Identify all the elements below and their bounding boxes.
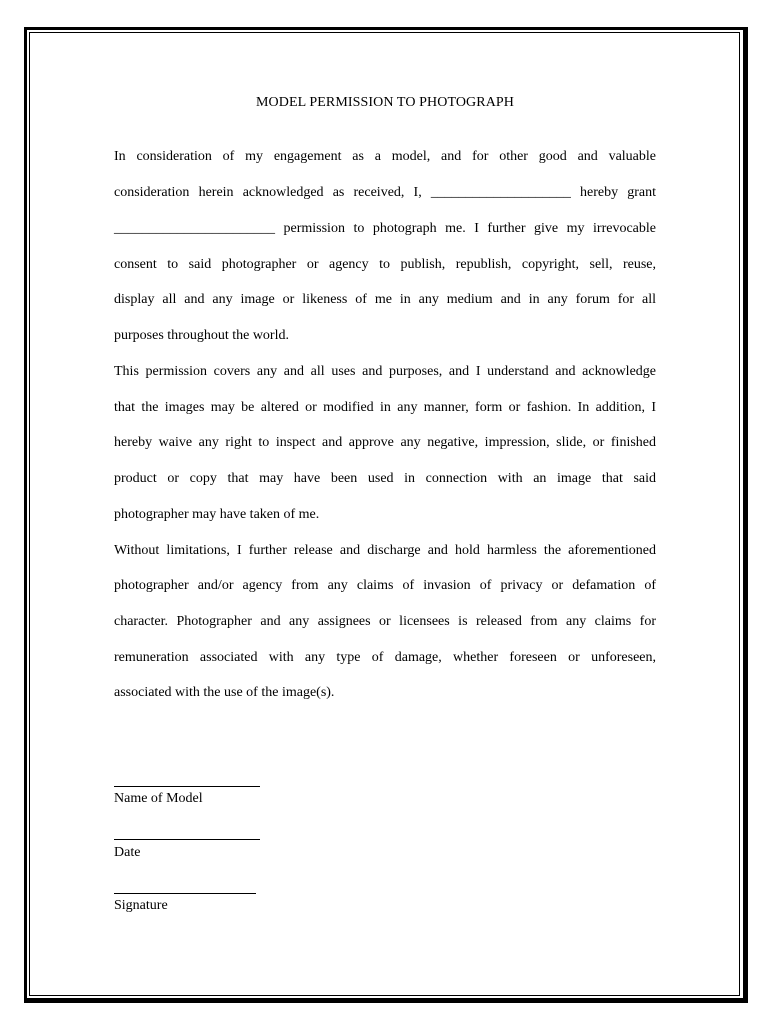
body-line: that the images may be altered or modified in any manner, form or fashion. In addition, I [114, 400, 656, 415]
body-line: photographer may have taken of me. [114, 507, 320, 522]
name-of-model-line[interactable] [114, 786, 260, 787]
body-line: associated with the use of the image(s). [114, 685, 335, 700]
body-line: In consideration of my engagement as a model, and for other good and valuable [114, 149, 656, 164]
date-line[interactable] [114, 839, 260, 840]
document-title: MODEL PERMISSION TO PHOTOGRAPH [255, 95, 515, 110]
signature-line[interactable] [114, 893, 256, 894]
body-line: _______________________ permission to photograph me. I further give my irrevocable [114, 221, 656, 236]
body-line: remuneration associated with any type of damage, whether foreseen or unforeseen, [114, 650, 656, 665]
name-of-model-label: Name of Model [114, 791, 203, 806]
body-line: display all and any image or likeness of me in any medium and in any forum for all [114, 292, 656, 307]
body-line: photographer and/or agency from any claims of invasion of privacy or defamation of [114, 578, 656, 593]
body-line: consent to said photographer or agency to publish, republish, copyright, sell, reuse, [114, 257, 656, 272]
signature-label: Signature [114, 898, 168, 913]
body-line: character. Photographer and any assignees or licensees is released from any claims for [114, 614, 656, 629]
body-line: purposes throughout the world. [114, 328, 289, 343]
body-line: consideration herein acknowledged as received, I, ____________________ hereby grant [114, 185, 656, 200]
date-label: Date [114, 845, 141, 860]
body-line: Without limitations, I further release and discharge and hold harmless the aforementioned [114, 543, 656, 558]
body-line: hereby waive any right to inspect and approve any negative, impression, slide, or finished [114, 435, 656, 450]
body-line: product or copy that may have been used in connection with an image that said [114, 471, 656, 486]
body-line: This permission covers any and all uses and purposes, and I understand and acknowledge [114, 364, 656, 379]
